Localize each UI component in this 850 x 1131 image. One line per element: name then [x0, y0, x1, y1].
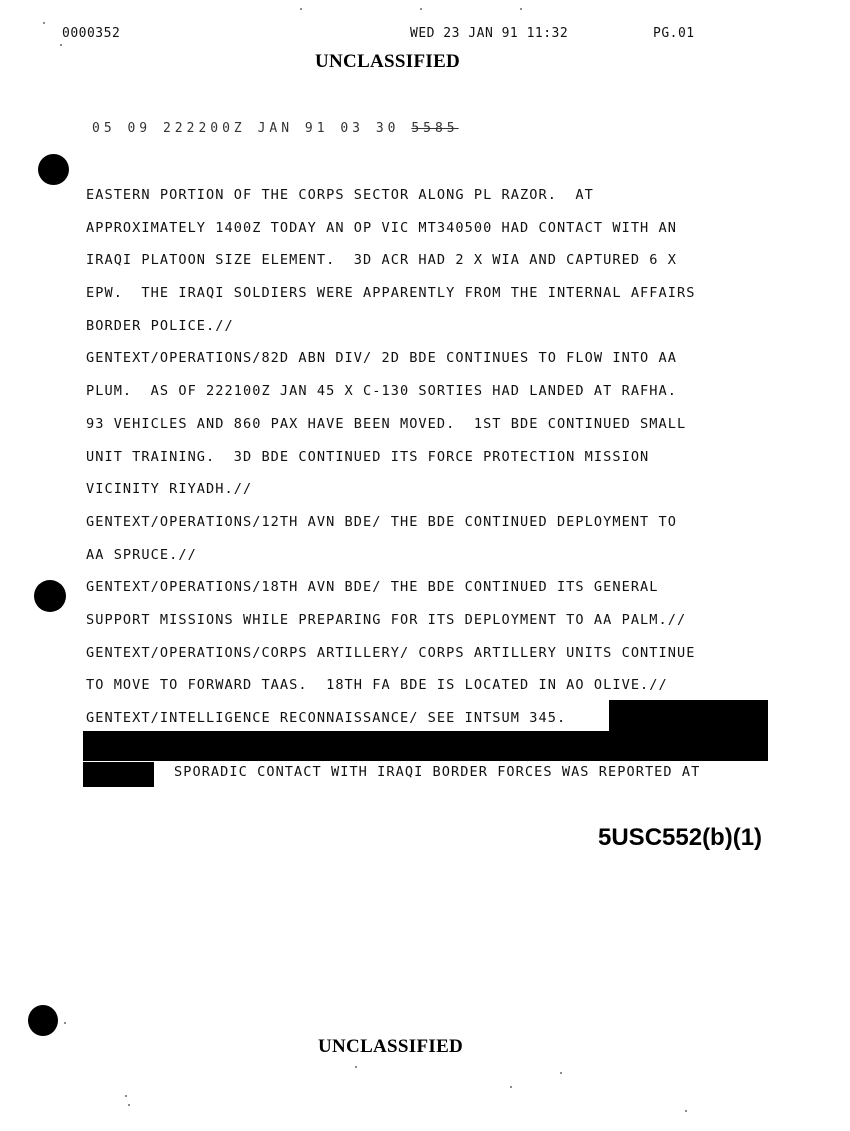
- scan-speck: [420, 8, 422, 10]
- struck-through-text: 5585: [411, 121, 459, 136]
- scan-speck: [520, 8, 522, 10]
- body-line: GENTEXT/INTELLIGENCE RECONNAISSANCE/ SEE INTSUM 345.: [86, 710, 567, 726]
- body-line: 93 VEHICLES AND 860 PAX HAVE BEEN MOVED. 1ST BDE CONTINUED SMALL: [86, 415, 687, 432]
- page-number: PG.01: [653, 26, 695, 41]
- body-line: EASTERN PORTION OF THE CORPS SECTOR ALONG PL RAZOR. AT: [86, 187, 594, 203]
- punch-hole-bottom: [28, 1005, 58, 1036]
- dtg-text: 05 09 222200Z JAN 91 03 30: [92, 121, 400, 136]
- body-line: BORDER POLICE.//: [86, 317, 234, 334]
- body-line: EPW. THE IRAQI SOLDIERS WERE APPARENTLY FROM THE INTERNAL AFFAIRS: [86, 285, 696, 302]
- body-line: GENTEXT/OPERATIONS/12TH AVN BDE/ THE BDE CONTINUED DEPLOYMENT TO: [86, 513, 677, 530]
- body-line: APPROXIMATELY 1400Z TODAY AN OP VIC MT340500 HAD CONTACT WITH AN: [86, 219, 677, 236]
- body-line: SUPPORT MISSIONS WHILE PREPARING FOR ITS DEPLOYMENT TO AA PALM.//: [86, 611, 687, 628]
- scan-speck: [510, 1086, 512, 1088]
- body-line: AA SPRUCE.//: [86, 546, 197, 563]
- punch-hole-middle: [34, 580, 66, 612]
- scan-speck: [560, 1072, 562, 1074]
- scan-speck: [685, 1110, 687, 1112]
- redaction-block: [83, 762, 154, 787]
- body-line: VICINITY RIYADH.//: [86, 481, 253, 498]
- message-body: [86, 183, 776, 739]
- scan-speck: [125, 1095, 127, 1097]
- body-line: TO MOVE TO FORWARD TAAS. 18TH FA BDE IS LOCATED IN AO OLIVE.//: [86, 677, 668, 694]
- scan-speck: [300, 8, 302, 10]
- body-line: GENTEXT/OPERATIONS/18TH AVN BDE/ THE BDE CONTINUED ITS GENERAL: [86, 579, 659, 596]
- punch-hole-top: [38, 154, 69, 185]
- transmission-datetime: WED 23 JAN 91 11:32: [410, 26, 569, 41]
- body-line: GENTEXT/OPERATIONS/CORPS ARTILLERY/ CORPS ARTILLERY UNITS CONTINUE: [86, 644, 696, 661]
- classification-marking-top: UNCLASSIFIED: [315, 51, 461, 72]
- body-line: PLUM. AS OF 222100Z JAN 45 X C-130 SORTIES HAD LANDED AT RAFHA.: [86, 383, 677, 400]
- redaction-block: [609, 700, 768, 761]
- scan-speck: [128, 1104, 130, 1106]
- scan-speck: [60, 44, 62, 46]
- scan-speck: [64, 1022, 66, 1024]
- scan-speck: [355, 1066, 357, 1068]
- body-line-after-redaction: SPORADIC CONTACT WITH IRAQI BORDER FORCES WAS REPORTED AT: [174, 764, 701, 780]
- foia-exemption-code: 5USC552(b)(1): [598, 824, 763, 851]
- document-number: 0000352: [62, 26, 121, 41]
- date-time-group-line: [92, 121, 459, 136]
- body-line: GENTEXT/OPERATIONS/82D ABN DIV/ 2D BDE CONTINUES TO FLOW INTO AA: [86, 350, 677, 367]
- redaction-block: [83, 731, 611, 761]
- classification-marking-bottom: UNCLASSIFIED: [318, 1036, 464, 1057]
- body-line: UNIT TRAINING. 3D BDE CONTINUED ITS FORCE PROTECTION MISSION: [86, 448, 650, 465]
- scan-speck: [43, 22, 45, 24]
- body-line: IRAQI PLATOON SIZE ELEMENT. 3D ACR HAD 2 X WIA AND CAPTURED 6 X: [86, 252, 677, 269]
